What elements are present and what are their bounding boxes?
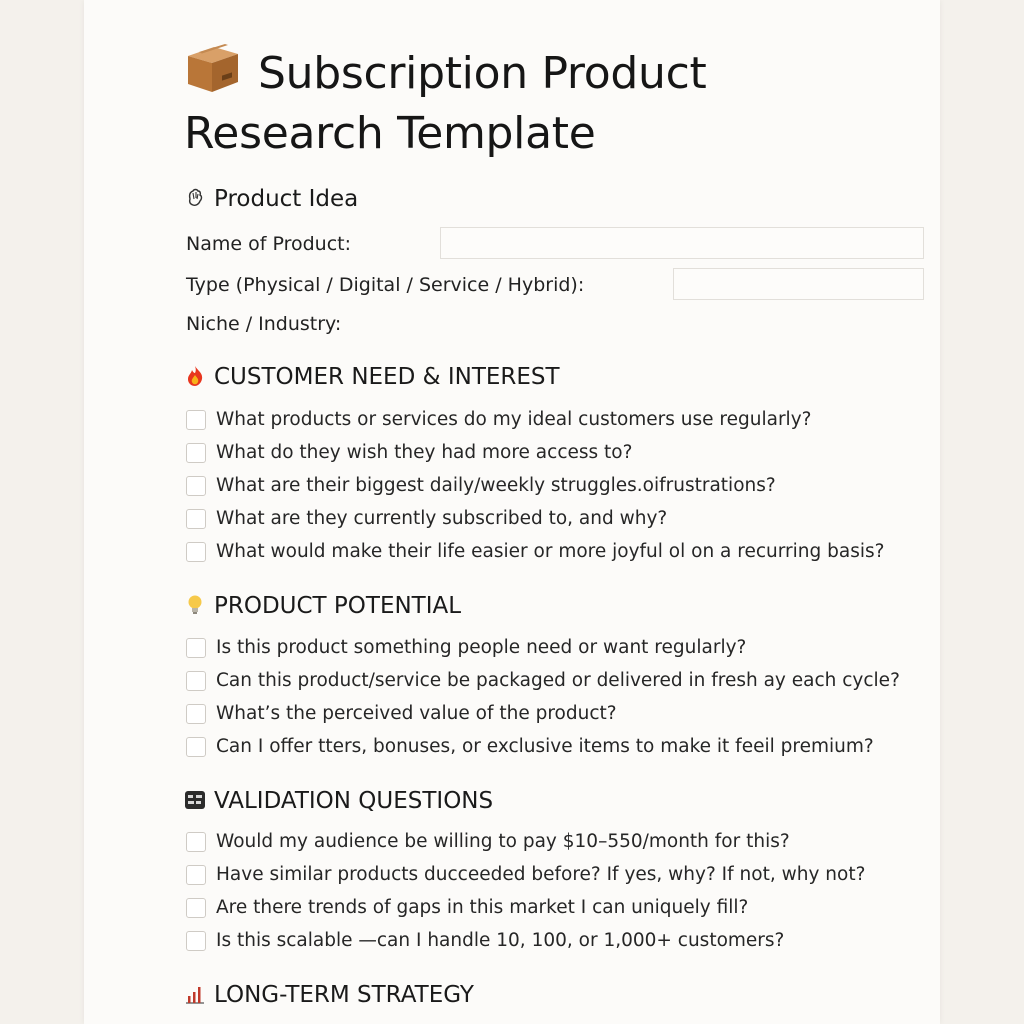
checklist-item-label: What are their biggest daily/weekly struggles.oifrustrations? — [216, 475, 776, 496]
checkbox[interactable] — [186, 898, 206, 918]
checkbox[interactable] — [186, 410, 206, 430]
checklist-item-label: Have similar products ducceeded before? If yes, why? If not, why not? — [216, 864, 866, 885]
section-heading-product-potential — [184, 593, 461, 619]
field-name-of-product-label: Name of Product: — [186, 233, 351, 255]
checklist-item-label: Can this product/service be packaged or delivered in fresh ay each cycle? — [216, 670, 900, 691]
checklist-item-label: Can I offer tters, bonuses, or exclusive items to make it feeil premium? — [216, 736, 874, 757]
fire-icon — [184, 365, 206, 387]
lightbulb-icon — [184, 594, 206, 616]
checkbox[interactable] — [186, 832, 206, 852]
checkbox[interactable] — [186, 476, 206, 496]
section-heading-long-term — [184, 982, 474, 1008]
name-of-product-field[interactable] — [440, 227, 924, 259]
checkbox[interactable] — [186, 671, 206, 691]
checkbox[interactable] — [186, 638, 206, 658]
checkbox[interactable] — [186, 542, 206, 562]
checkbox[interactable] — [186, 737, 206, 757]
long-term-heading: LONG-TERM STRATEGY — [214, 982, 474, 1008]
checkbox[interactable] — [186, 931, 206, 951]
checkbox[interactable] — [186, 443, 206, 463]
document-page — [84, 0, 940, 1024]
package-box-icon — [184, 44, 242, 94]
checklist-item-label: What’s the perceived value of the product? — [216, 703, 617, 724]
section-heading-product-idea — [184, 186, 358, 212]
checklist-item-label: What do they wish they had more access to? — [216, 442, 633, 463]
calendar-icon — [184, 789, 206, 811]
product-potential-heading: PRODUCT POTENTIAL — [214, 593, 462, 619]
checklist-item-label: What are they currently subscribed to, and why? — [216, 508, 668, 529]
section-heading-validation — [184, 788, 493, 814]
checklist-item-label: What would make their life easier or more joyful ol on a recurring basis? — [216, 541, 885, 562]
page-title — [184, 44, 884, 164]
checklist-item-label: Is this product something people need or want regularly? — [216, 637, 747, 658]
checklist-item-label: Is this scalable —can I handle 10, 100, or 1,000+ customers? — [216, 930, 785, 951]
checkbox[interactable] — [186, 865, 206, 885]
checkbox[interactable] — [186, 509, 206, 529]
type-field[interactable] — [673, 268, 924, 300]
chart-increasing-icon — [184, 983, 206, 1005]
customer-need-heading: CUSTOMER NEED & INTEREST — [214, 364, 560, 390]
checklist-item-label: Would my audience be willing to pay $10–550/month for this? — [216, 831, 790, 852]
field-niche-label: Niche / Industry: — [186, 313, 342, 335]
checkbox[interactable] — [186, 704, 206, 724]
section-heading-customer-need — [184, 364, 560, 390]
checklist-item-label: Are there trends of gaps in this market I can uniquely fill? — [216, 897, 749, 918]
checklist-item-label: What products or services do my ideal customers use regularly? — [216, 409, 812, 430]
validation-heading: VALIDATION QUESTIONS — [214, 788, 494, 814]
title-line-1: Subscription Product — [258, 48, 707, 99]
product-idea-heading: Product Idea — [214, 186, 359, 212]
hand-icon — [184, 187, 206, 209]
field-type-label: Type (Physical / Digital / Service / Hybrid): — [186, 274, 585, 296]
title-line-2: Research Template — [184, 108, 596, 159]
